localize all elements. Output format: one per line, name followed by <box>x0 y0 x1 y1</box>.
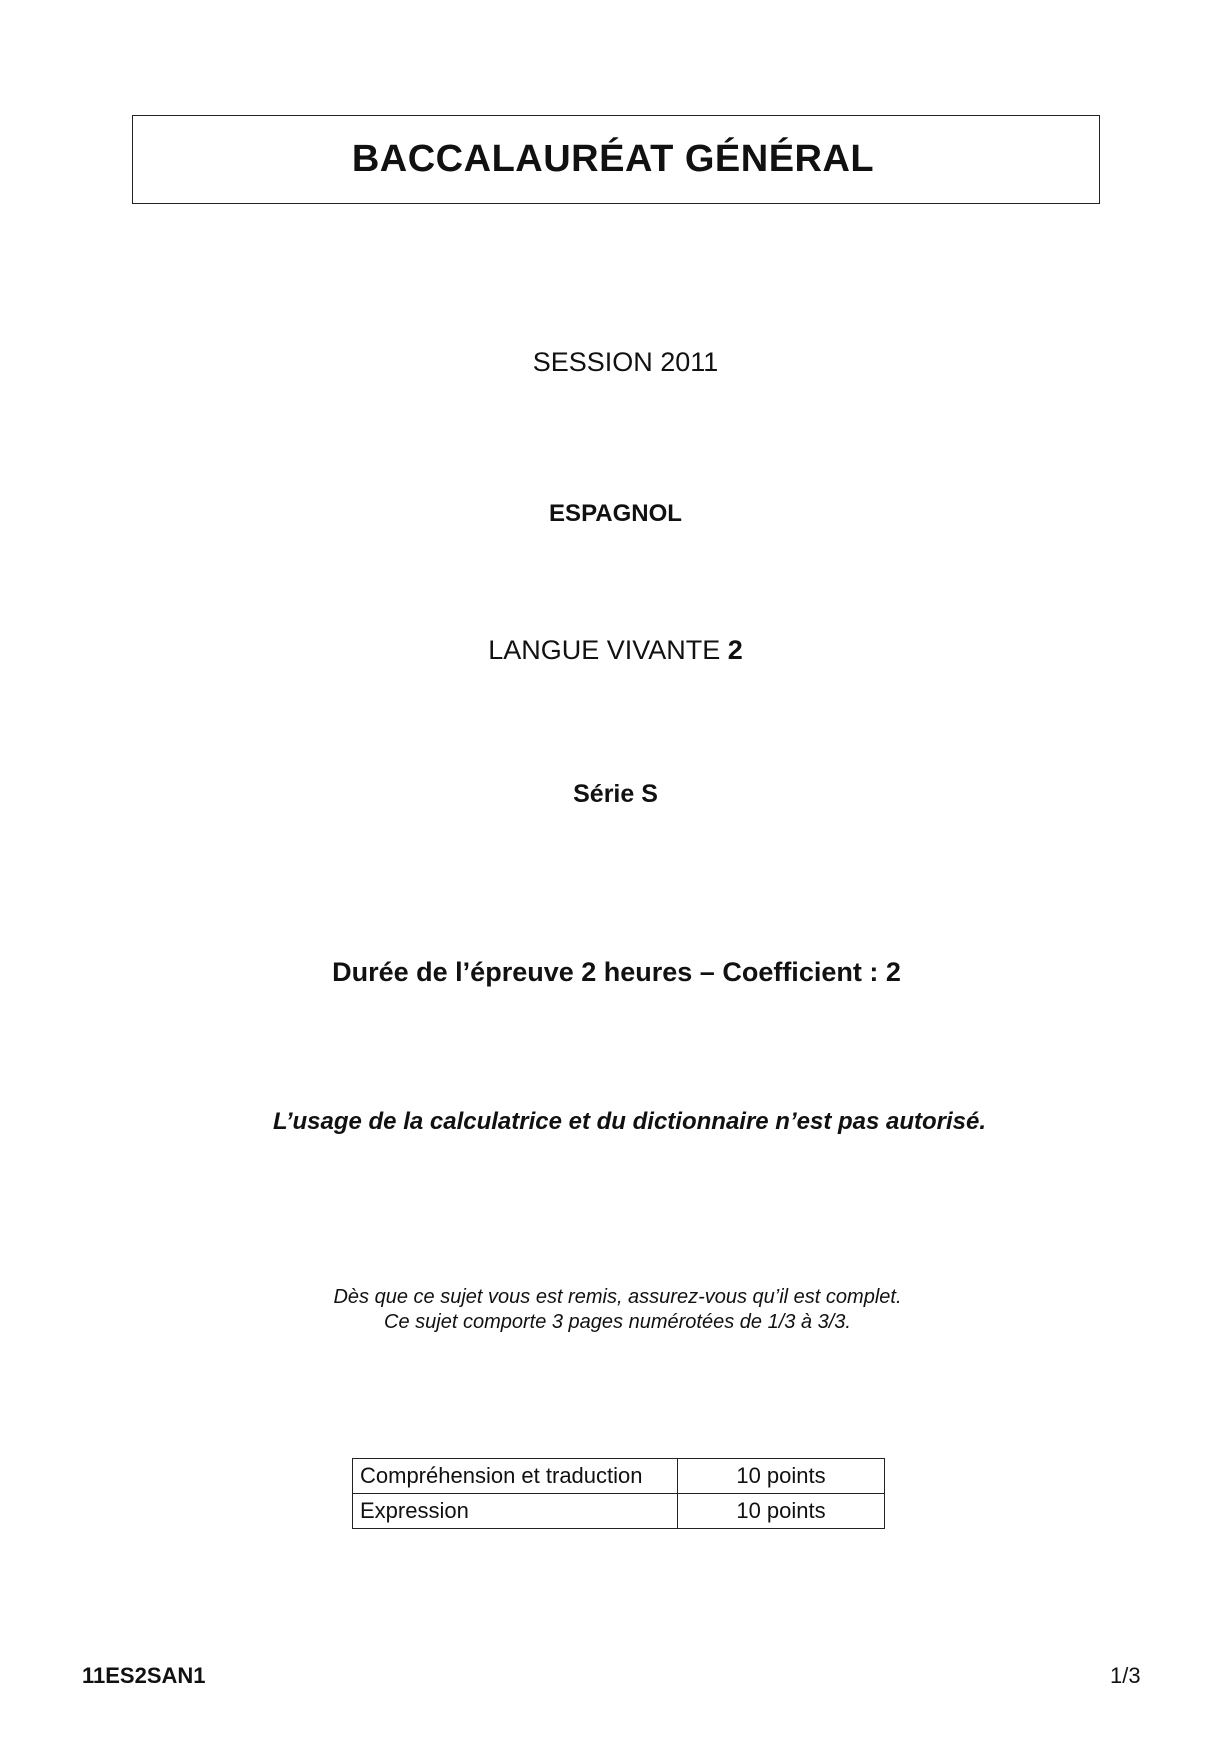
instructions-line-1: Dès que ce sujet vous est remis, assurez-vous qu’il est complet. <box>333 1286 902 1308</box>
points-table <box>352 1458 885 1529</box>
session-label: SESSION 2011 <box>532 347 719 377</box>
title-box <box>132 115 1100 204</box>
subject-code: 11ES2SAN1 <box>82 1663 206 1688</box>
page-number: 1/3 <box>1110 1663 1141 1688</box>
language-number: 2 <box>727 635 743 665</box>
duration-label: Durée de l’épreuve 2 heures – Coefficient : 2 <box>332 957 901 987</box>
subject-label: ESPAGNOL <box>549 500 682 527</box>
table-row <box>353 1459 885 1494</box>
row-label: Expression <box>353 1494 678 1529</box>
usage-notice: L’usage de la calculatrice et du dictionnaire n’est pas autorisé. <box>272 1108 987 1135</box>
table-row <box>353 1494 885 1529</box>
instructions <box>2 1285 1231 1335</box>
instructions-line-2: Ce sujet comporte 3 pages numérotées de 1/3 à 3/3. <box>384 1311 851 1333</box>
row-value: 10 points <box>678 1459 885 1494</box>
language-prefix: LANGUE VIVANTE <box>488 635 728 665</box>
row-label: Compréhension et traduction <box>353 1459 678 1494</box>
exam-title: BACCALAURÉAT GÉNÉRAL <box>351 138 875 180</box>
row-value: 10 points <box>678 1494 885 1529</box>
serie-label: Série S <box>573 780 658 808</box>
language-label <box>0 635 1231 666</box>
